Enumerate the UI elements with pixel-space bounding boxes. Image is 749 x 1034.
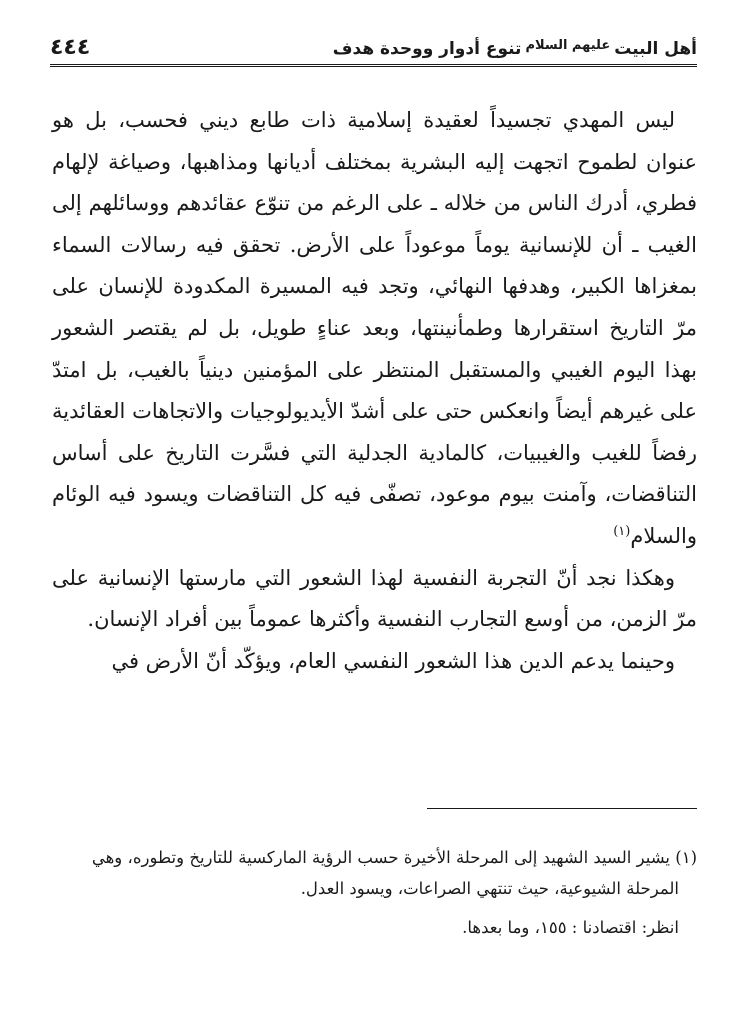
- paragraph-3: وحينما يدعم الدين هذا الشعور النفسي العام، ويؤكّد أنّ الأرض في: [111, 648, 675, 673]
- footnote-reference: انظر: اقتصادنا : ١٥٥، وما بعدها.: [462, 918, 679, 937]
- running-title-part1: أهل البيت: [614, 39, 697, 59]
- page-header: [50, 30, 697, 64]
- footnote-separator: [427, 808, 697, 809]
- footnote-1-continuation: المرحلة الشيوعية، حيث تنتهي الصراعات، ويسود العدل.: [300, 879, 679, 898]
- running-title-part2: تنوع أدوار ووحدة هدف: [332, 39, 522, 59]
- footnotes: [52, 842, 697, 943]
- paragraph-1-text: ليس المهدي تجسيداً لعقيدة إسلامية ذات طابع ديني فحسب، بل هو عنوان لطموح اتجهت إليه البشرية بمختلف أديانها ومذاهبها، وصياغة لإلهام فطري، أدرك الناس من خلاله ـ على الرغم من تنوّع عقائدهم ووسائلهم إلى الغيب ـ أن للإنسانية يوماً موعوداً على الأرض. تحقق فيه رسالات السماء بمغزاها الكبير، وهدفها النهائي، وتجد فيه المسيرة المكدودة للإنسان على مرّ التاريخ استقرارها وطمأنينتها، وبعد عناءٍ طويل، بل لم يقتصر الشعور بهذا اليوم الغيبي والمستقبل المنتظر على المؤمنين دينياً بالغيب، بل امتدّ على غيرهم أيضاً وانعكس حتى على أشدّ الأيديولوجيات والاتجاهات العقائدية رفضاً للغيب والغيبيات، كالمادية الجدلية التي فسَّرت التاريخ على أساس التناقضات، وآمنت بيوم موعود، تصفّى فيه كل التناقضات ويسود فيه الوئام والسلام: [52, 108, 697, 548]
- footnote-marker[interactable]: (١): [613, 523, 631, 539]
- honorific-glyph: عليهم السلام: [525, 37, 611, 53]
- header-rule: [50, 64, 697, 67]
- footnote-1: (١) يشير السيد الشهيد إلى المرحلة الأخيرة حسب الرؤية الماركسية للتاريخ وتطوره، وهي: [91, 848, 697, 867]
- paragraph-1: [52, 100, 697, 558]
- paragraph-2: وهكذا نجد أنّ التجربة النفسية لهذا الشعور التي مارستها الإنسانية على مرّ الزمن، من أوسع التجارب النفسية وأكثرها عموماً بين أفراد الإنسان.: [52, 565, 697, 632]
- main-text: [52, 100, 697, 682]
- running-title: [333, 39, 697, 64]
- page-number: ٤٤٤: [50, 35, 91, 60]
